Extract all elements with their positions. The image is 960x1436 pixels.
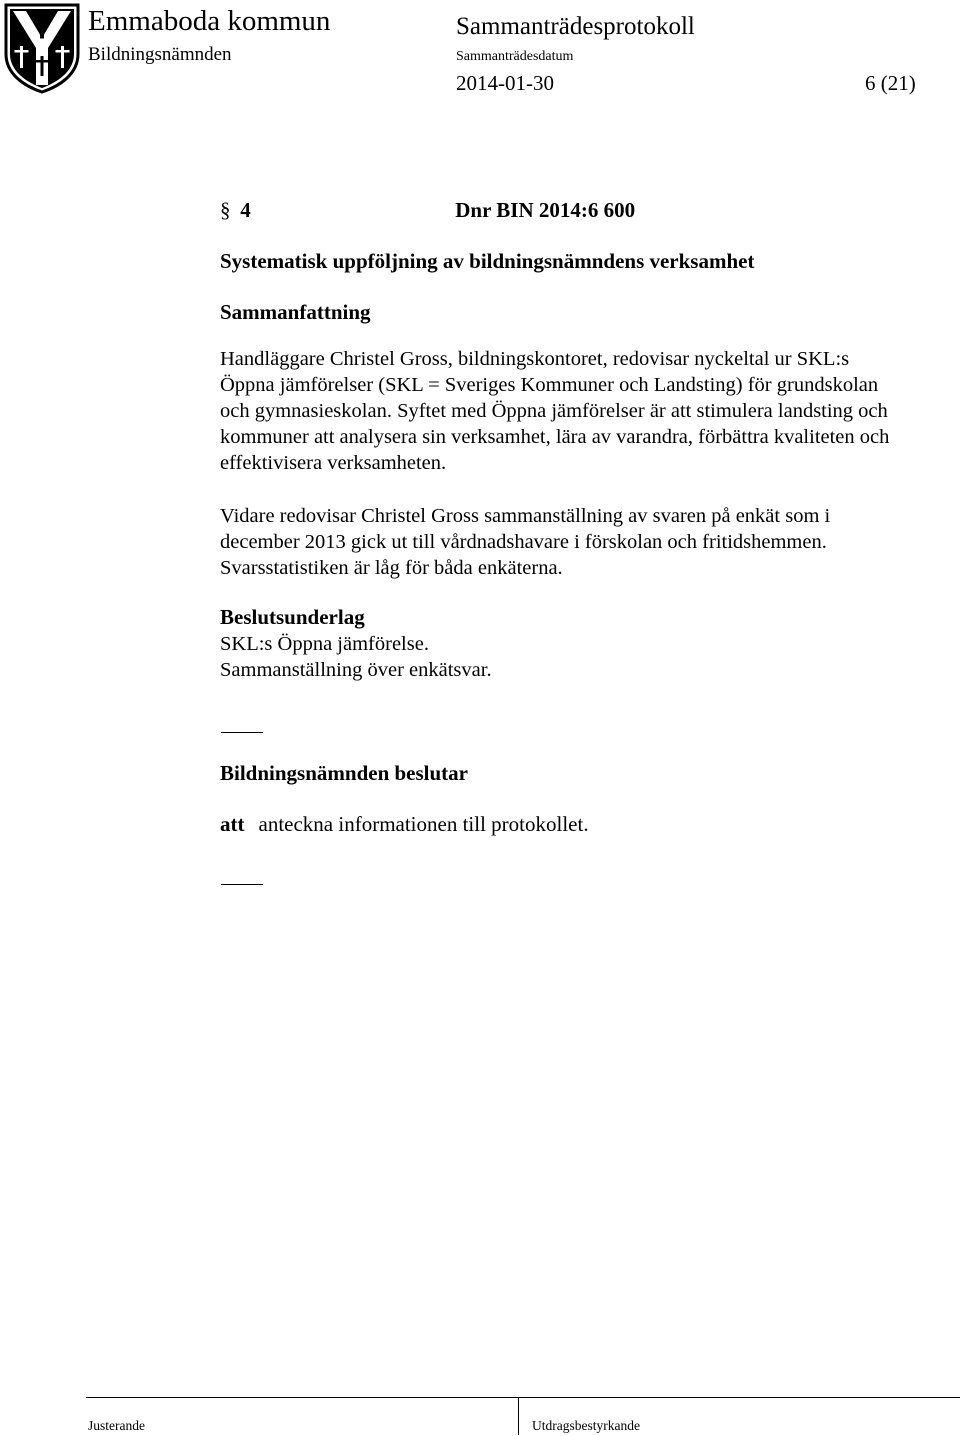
basis-list xyxy=(220,631,950,683)
meeting-date: 2014-01-30 xyxy=(456,71,554,95)
decision-body: anteckna informationen till protokollet. xyxy=(258,812,589,836)
summary-line: Öppna jämförelser (SKL = Sveriges Kommuner och Landsting) för grundskolan xyxy=(220,374,879,396)
basis-heading: Beslutsunderlag xyxy=(220,605,365,629)
decision-text xyxy=(220,810,589,838)
survey-line: december 2013 gick ut till vårdnadshavare i förskolan och fritidshemmen. xyxy=(220,531,827,553)
section-sign: § xyxy=(220,198,231,222)
basis-item: Sammanställning över enkätsvar. xyxy=(220,659,492,681)
extract-certifier-label: Utdragsbestyrkande xyxy=(532,1418,640,1433)
meeting-date-label: Sammanträdesdatum xyxy=(456,49,574,64)
organization-name: Emmaboda kommun xyxy=(88,5,331,37)
item-title: Systematisk uppföljning av bildningsnämndens verksamhet xyxy=(220,249,755,273)
decision-heading: Bildningsnämnden beslutar xyxy=(220,761,469,785)
summary-heading: Sammanfattning xyxy=(220,300,371,324)
adjuster-signature-label: Justerande xyxy=(88,1418,145,1433)
summary-line: effektivisera verksamheten. xyxy=(220,452,447,474)
coat-of-arms-icon xyxy=(2,2,82,94)
section-number: 4 xyxy=(240,198,251,222)
section-divider xyxy=(221,884,263,885)
basis-item: SKL:s Öppna jämförelse. xyxy=(220,633,429,655)
section-divider xyxy=(221,732,263,733)
summary-line: kommuner att analysera sin verksamhet, lära av varandra, förbättra kvaliteten och xyxy=(220,426,890,448)
att-label: att xyxy=(220,812,245,836)
footer-rule xyxy=(86,1397,960,1398)
committee-name: Bildningsnämnden xyxy=(88,44,232,65)
footer-separator xyxy=(518,1397,519,1435)
survey-line: Vidare redovisar Christel Gross sammanställning av svaren på enkät som i xyxy=(220,505,831,527)
section-header xyxy=(220,196,635,224)
survey-line: Svarsstatistiken är låg för båda enkäterna. xyxy=(220,557,563,579)
summary-line: Handläggare Christel Gross, bildningskontoret, redovisar nyckeltal ur SKL:s xyxy=(220,348,850,370)
registration-number: Dnr BIN 2014:6 600 xyxy=(455,198,636,222)
page-number: 6 (21) xyxy=(865,71,916,95)
summary-line: och gymnasieskolan. Syftet med Öppna jämförelser är att stimulera landsting och xyxy=(220,400,888,422)
survey-paragraph xyxy=(220,503,950,581)
document-type: Sammanträdesprotokoll xyxy=(456,13,695,40)
summary-paragraph xyxy=(220,346,950,476)
